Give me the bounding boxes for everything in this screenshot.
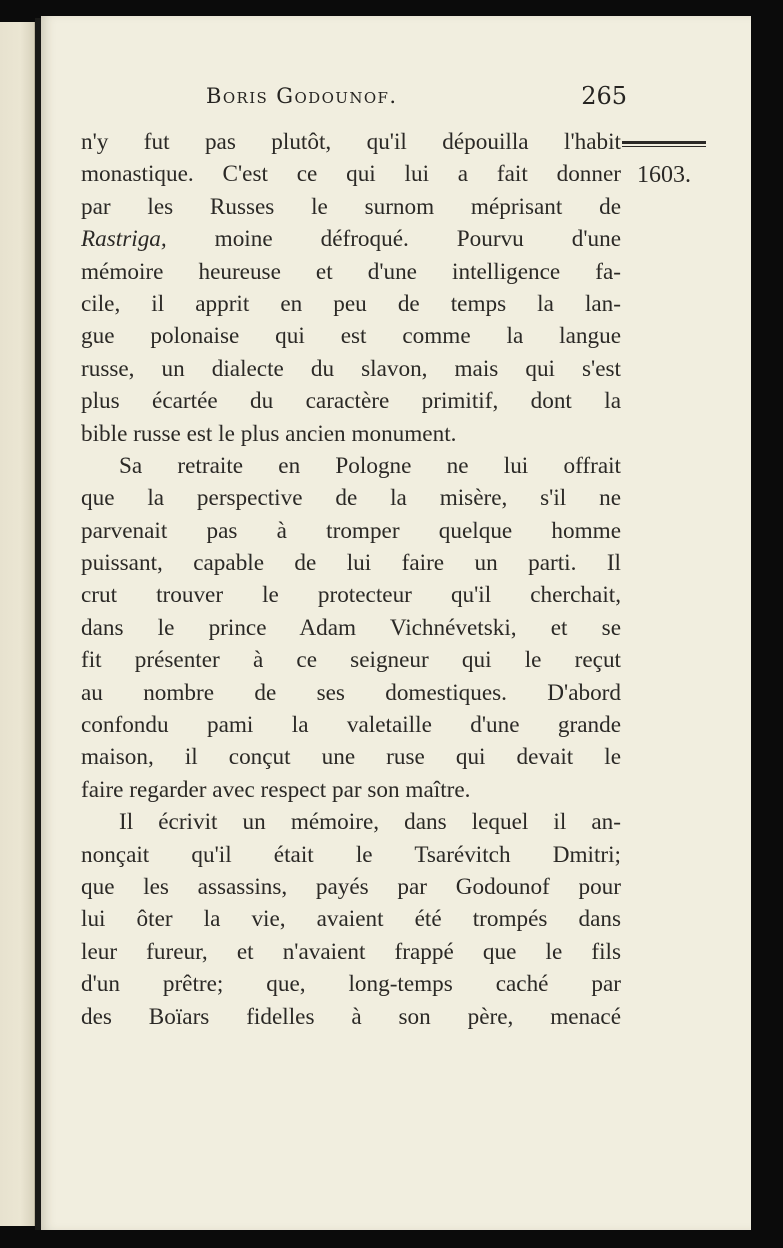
margin-rule-thick bbox=[622, 141, 706, 144]
text-line: monastique. C'est ce qui lui a fait donner bbox=[81, 161, 621, 188]
left-page-edge bbox=[0, 22, 35, 1226]
text-line: plus écartée du caractère primitif, dont la bbox=[81, 388, 621, 415]
text-line: des Boïars fidelles à son père, menacé bbox=[81, 1003, 621, 1030]
text-line: puissant, capable de lui faire un parti. Il bbox=[81, 550, 621, 577]
text-line: dans le prince Adam Vichnévetski, et se bbox=[81, 614, 621, 641]
text-line: russe, un dialecte du slavon, mais qui s'est bbox=[81, 355, 621, 382]
text-line: lui ôter la vie, avaient été trompés dans bbox=[81, 906, 621, 933]
text-line: Rastriga, moine défroqué. Pourvu d'une bbox=[81, 226, 621, 253]
text-line: Sa retraite en Pologne ne lui offrait bbox=[119, 452, 621, 479]
text-line: Il écrivit un mémoire, dans lequel il an- bbox=[119, 809, 621, 836]
text-line: bible russe est le plus ancien monument. bbox=[81, 420, 457, 447]
text-line: leur fureur, et n'avaient frappé que le fils bbox=[81, 938, 621, 965]
text-line: que la perspective de la misère, s'il ne bbox=[81, 485, 621, 512]
page-header bbox=[206, 76, 627, 116]
text-line: par les Russes le surnom méprisant de bbox=[81, 193, 621, 220]
text-line: d'un prêtre; que, long-temps caché par bbox=[81, 971, 621, 998]
text-line: nonçait qu'il était le Tsarévitch Dmitri; bbox=[81, 841, 621, 868]
italic-term-rastriga: Rastriga, bbox=[81, 226, 167, 253]
text-line: que les assassins, payés par Godounof pour bbox=[81, 873, 621, 900]
margin-rule-thin bbox=[622, 146, 706, 147]
body-text bbox=[81, 126, 621, 1033]
text-line: n'y fut pas plutôt, qu'il dépouilla l'habit bbox=[81, 129, 621, 155]
text-line: confondu pami la valetaille d'une grande bbox=[81, 712, 621, 739]
text-line: cile, il apprit en peu de temps la lan- bbox=[81, 290, 621, 317]
text-line: faire regarder avec respect par son maître. bbox=[81, 776, 471, 803]
margin-year-note: 1603. bbox=[637, 162, 691, 188]
text-line: crut trouver le protecteur qu'il cherchait, bbox=[81, 582, 621, 609]
page-number: 265 bbox=[581, 82, 627, 110]
text-line: mémoire heureuse et d'une intelligence fa- bbox=[81, 258, 621, 285]
text-line: parvenait pas à tromper quelque homme bbox=[81, 517, 621, 544]
text-line: fit présenter à ce seigneur qui le reçut bbox=[81, 647, 621, 674]
running-title: Boris Godounof. bbox=[206, 84, 398, 108]
text-line: gue polonaise qui est comme la langue bbox=[81, 323, 621, 350]
text-line: au nombre de ses domestiques. D'abord bbox=[81, 679, 621, 706]
text-line: maison, il conçut une ruse qui devait le bbox=[81, 744, 621, 771]
